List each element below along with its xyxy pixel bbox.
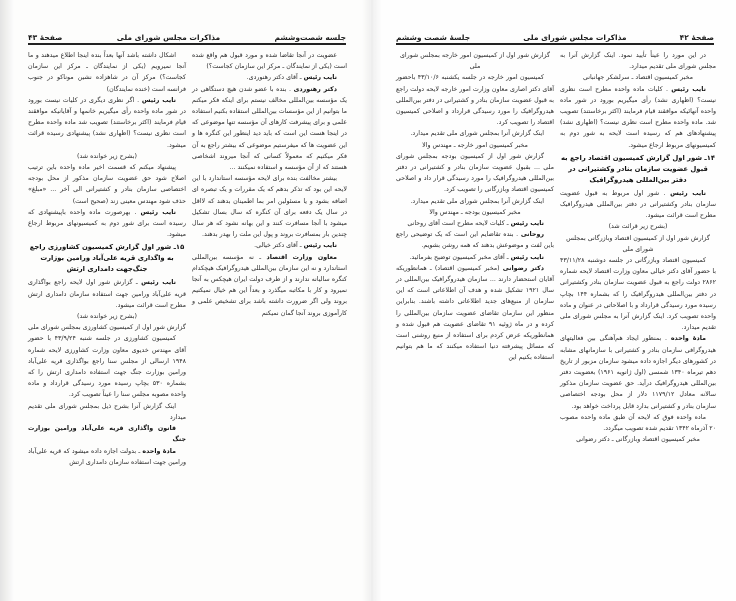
centered-note: گزارش شور اول از کمیسیون اقتصاد وبازرگانی بمجلس شورای ملی [566,234,710,253]
speaker-name: نایب رئیس [670,189,706,197]
speaker-name: روحانی [520,231,544,239]
body-paragraph: پیشنهاد میکنم که قسمت اخیر ماده واحده باین ترتیب اصلاح شود حق عضویت سازمان مذکور از محل بودجه اختصاصی سازمان بنادر و کشتیرانی الی آخر ... «مبلغ» حذف شود مهندس معینی زند (صحیح است) [28,164,186,205]
text-column-right [560,50,716,446]
speech-text: (مخبر کمیسیون اقتصاد) ـ همانطوریکه آقایان استحضار دارند ... سازمان هیدروگرافیک بین‌المللی در سال ۱۹۲۱ تشکیل شده و هدف آن اطلاعاتی است که این سازمان از منبع‌های جدید اطلاعاتی داشته باشند. بنابراین منظور این سازمان تقاضای عضویت سازمان بین‌المللی را کرده و در ماه ژوئیه ۹۱ تقاضای عضویت هم قبول شده و همانطوریکه عرض کردم برای استفاده از منبع روشنی است که مسائل پیشرفته دنیا استفاده میکنند که ما هم بتوانیم استفاده بکنیم این [396,264,555,362]
speaker-name: دکتر رهنوردی [293,85,337,93]
speaker-name: نایب رئیس [510,253,544,261]
body-paragraph: اینک گزارش آنرا بمجلس شورای ملی تقدیم میدارد. [410,197,544,205]
speech-text: ـ آقای دکتر رهنوردی. [246,74,304,82]
speech-text: . شور اول مربوط به قبول عضویت سازمان بنادر وکشتیرانی در دفتر بین‌المللی هیدروگرافیک مطرح است قرائت میشود. [560,189,716,220]
body-paragraph: گزارش شور اول از کمیسیون بودجه بمجلس شورای ملی ... بقبول عضویت سازمان بنادر و کشتیرانی در دفتر بین‌المللی هیدروگرافیک را مورد رسیدگی قرار داد و اصلاحی کمیسیون اقتصاد وبازرگانی را تصویب کرد. [396,152,554,194]
speaker-paragraph [560,333,716,411]
speaker-paragraph [396,263,554,364]
speech-text: ـ بدولت اجازه داده میشود که قریه علی‌آباد ورامین جهت استفاده سازمان دامداری ارتش [28,447,186,466]
body-paragraph: کمیسیون کشاورزی در جلسه شنبه ۴۳/۹/۲۴ با حضور آقای مهندس خدیوی معاون وزارت کشاورزی لایحه شماره ۱۹۴۸ ارسالی از مجلس سنا راجع بواگذاری قریه علی‌آباد ورامین بوزارت جنگ جهت استفاده دامداری ارتش را که بشماره ۵۳۰ بچاپ رسیده مورد رسیدگی قرارداد و ماده واحده مصوبه مجلس سنا را عیناً تصویب کرد. [28,335,186,399]
body-paragraph: عضویت در آنجا تقاضا شده و مورد قبول هم واقع شده است (یکی از نمایندگان ـ مرکز این سازمان کجاست؟) [192,52,347,71]
speaker-paragraph [28,95,186,151]
body-paragraph: اینک گزارش آنرا بمجلس شورای ملی تقدیم میدارد. [410,130,544,138]
speaker-name: نایب رئیس [141,96,177,104]
publication-title: مذاکرات مجلس شورای ملی [523,33,627,42]
speaker-paragraph [396,229,554,251]
speaker-paragraph [192,84,347,174]
page-header [396,28,714,42]
session-title: جلسهٔ شصت وششم [396,33,471,42]
body-paragraph: در این مورد را عیناً تأیید نمود. اینک گزارش آنرا به مجلس شورای ملی تقدیم میدارد. [560,52,716,71]
speaker-name: مادهٔ واحده [670,335,706,343]
page-number: صفحهٔ ۴۳ [28,33,63,42]
speaker-paragraph [192,252,347,319]
session-title: جلسه شصت‌وششم [274,33,346,42]
text-column-left [396,50,554,364]
speaker-paragraph [192,72,347,83]
speech-text: ـ آقای دکتر خیالی. [254,242,304,250]
section-heading: ۱۵ـ شور اول گزارش کمیسیون کشاورزی راجع به واگذاری قریه علی‌آباد ورامین بوزارت جنگ‌جهت دامداری ارتش [29,243,185,274]
speaker-name: نایب رئیس [671,85,706,93]
speech-text: . بنده با عضو شدن هیچ دستگاهی در یک مؤسسه بین‌المللی مخالف نیستم برای اینکه فکر میکنم ما بتوانیم از این مؤسسات بین‌المللی استفاده بکنیم استفاده علمی و برای پیشرفت کارهای آن مؤسسه تنها موضوعی که در اینجا هست این است که باید دید اینطور این کنگره ها و این عضویت ها که میفرستیم موضوعی که بیشتر راجع به آن فکر میکنیم که معمولاً کسانی که آنجا میروند اشخاصی هستند که از آن مؤسسه و استفاده نمیکنند ... [192,85,347,172]
speech-text: ـ گزارش شور اول لایحه راجع بواگذاری قریه علی‌آباد ورامین جهت استفاده سازمان دامداری ارتش مطرح است قرائت میشود. [28,279,186,309]
speaker-name: نایب رئیس [303,242,337,250]
speaker-name: مادهٔ واحده [142,447,176,455]
speaker-paragraph [28,207,186,241]
centered-note: گزارش شور اول از کمیسیون کشاورزی بمجلس شورای ملی [28,324,186,332]
centered-note: (بشرح زیر خوانده شد) [77,152,137,160]
centered-note: مخبر کمیسیون امور خارجه ـ مهندس والا [422,141,528,149]
centered-note: (بشرح زیر قرائت شد) [608,223,668,231]
speech-text: ـ آقای مخبر کمیسیون توضیح بفرمائید. [409,253,511,261]
section-heading: ۱۴ـ شور اول گزارش کمیسیون اقتصاد راجع به قبول عضویت سازمان بنادر وکشتیرانی در دفتر بین‌المللی هیدروگرافیک [560,153,716,184]
body-paragraph: کمیسیون اقتصاد وبازرگانی در جلسه دوشنبه ۴۳/۱۱/۲۸ با حضور آقای دکتر خیالی معاون وزارت اقتصاد لایحه شماره ۲۸۶۲ دولت راجع به قبول عضویت سازمان بنادر وکشتیرانی در دفتر بین‌المللی هیدروگرافیک را که بشماره ۱۴۴ بچاپ رسیده مورد رسیدگی قرارداد و با اصلاحاتی در عنوان و ماده واحده تصویب کرد. اینک گزارش آنرا به مجلس شورای ملی تقدیم میدارد. [560,257,716,332]
speaker-name: دکتر رضوانی [502,264,544,272]
publication-title: مذاکرات مجلس شورای ملی [116,33,221,42]
law-title: قانون واگذاری قریه علی‌آباد ورامین بوزارت جنگ [28,425,186,444]
centered-note: مخبر کمیسیون اقتصاد ـ سرلشکر جهانبانی [583,74,693,82]
speaker-paragraph [28,277,186,311]
speaker-paragraph [560,84,716,151]
speech-text: ـ کلیات لایحه مطرح است آقای روحانی [407,220,511,228]
body-paragraph: اینک گزارش آنرا بشرح ذیل بمجلس شورای ملی تقدیم میدارد [28,402,186,421]
speaker-paragraph [396,252,554,263]
centered-note: مخبر کمیسیون بودجه ـ مهندس والا [429,208,521,216]
page-edge-shadow [0,0,14,601]
speaker-name: معاون وزارت اقتصاد [266,253,337,261]
speech-text: . کلیات ماده واحده مطرح است نظری نیست؟ (اظهاری نشد) رأی میگیریم بورود در شور ماده واحده آنهائیکه موافقند قیام فرمایند (اکثر برخاستند) تصویب شد. ماده واحده مطرح است نظری نیست؟ (اظهاری نشد) پیشنهادهای هم که رسیده است لایحه به شور دوم به کمیسیونهای مربوط ارجاع میشود. [560,85,716,149]
speaker-name: نایب رئیس [510,220,544,228]
centered-note: (بشرح زیر خوانده شد) [77,313,137,321]
header-rule [28,43,346,45]
speaker-name: نایب رئیس [141,279,176,287]
speech-text: . بمنظور ایجاد هم‌آهنگی بین فعالیتهای هیدروگرافی سازمان بنادر و کشتیرانی با سازمانهای مشابه در کشورهای دیگر اجازه داده میشود سازمان مزبور از تاریخ دهم تیرماه ۱۳۴۰ شمسی (اول ژانویه ۱۹۶۱) بعضویت دفتر بین‌المللی هیدروگرافیک درآید. حق عضویت سازمان مذکور سالانه معادل ۱۱۷۹/۱۲ دلار از محل بودجه اختصاصی سازمان بنادر و کشتیرانی بدارد قابل پرداخت خواهد بود. [560,335,716,410]
text-column-right [192,50,347,319]
speaker-paragraph [28,446,186,468]
centered-note: مخبر کمیسیون اقتصاد وبازرگانی ـ دکتر رضوانی [576,436,700,444]
speech-text: ـ نه مؤسسه بین‌المللی استاندارد و نه این سازمان بین‌المللی هیدروگرافیک هیچکدام کنگره سالیانه ندارند و از طرف دولت ایران هیچکس به آنجا نمیرود و کار با مکاتبه میگذرد و بعداً این هم خیال نمیکنیم بروند ولی اگر ضرورت داشته باشد برای تشخیص علمی و کارآموزی بروند آنجا گمان نمیکنم [192,253,347,317]
speaker-name: نایب رئیس [140,208,176,216]
body-paragraph: اشکال داشته باشد آنها بعداً بنده اینجا اطلاع میدهند و ما آنجا نمیرویم (یکی از نمایندگان ـ مرکز این سازمان کجاست؟) مرکز آن در شاهزاده نشین موناکو در جنوب فرانسه است (خنده نمایندگان) [28,52,186,93]
page-42 [370,0,736,601]
body-paragraph: کمیسیون امور خارجه در جلسه یکشنبه ۴۳/۱۰/۶ باحضور آقای دکتر اصاری معاون وزارت امور خارجه لایحه دولت راجع به قبول عضویت سازمان بنادر و کشتیرانی در دفتر بین‌المللی هیدروگرافیک را مورد رسیدگی قرارداد و اصلاحی کمیسیون اقتصاد را تصویب کرد. [396,74,554,127]
book-gutter [362,0,382,601]
speaker-name: نایب رئیس [303,74,337,82]
centered-note: گزارش شور اول از کمیسیون امور خارجه بمجلس شورای ملی [400,52,550,71]
speech-text: . بهرصورت ماده واحده باپیشنهادی که رسیده است برای شور دوم به کمیسیونهای مربوط ارجاع میشود. [28,208,186,239]
page-header [28,28,346,42]
header-rule [396,43,714,45]
speech-text: . بنده تقاضایم این است که یک توضیحی راجع باین لفت و موضوعش بدهند که همه روشن بشویم. [396,231,554,250]
body-paragraph: بیشتر مخالفت بنده برای لایحه مؤسسه استاندارد با این لایحه این بود که تذکر بدهم که یک مقررات و یک تبصره ای اضافه بشود و یا مسئولین امر بما اطمینان بدهند که لااقل در سال یک دفعه برای آن کنگره که سال بسال تشکیل میشود با آنجا مسافرت کنند و این بهانه نشود که هر سال چندین بار بمسافرت بروند و پول این ملت را بهدر بدهند. [192,175,347,239]
page-number: صفحهٔ ۴۲ [679,33,714,42]
speaker-paragraph [192,240,347,251]
speaker-paragraph [396,218,554,229]
text-column-left [28,50,186,468]
speech-text: . اگر نظری دیگری در کلیات نیست بورود در شور ماده واحده رأی میگیریم خانمها و آقایانیکه موافقند قیام فرمایند (اکثر برخاستند) تصویب شد ماده واحده مطرح است نظری نیست؟ (اظهاری نشد) پیشنهادی رسیده قرائت میشود. [28,96,186,149]
body-paragraph: ماده واحده فوق که لایحه آن طبق ماده واحده مصوب ۲۰ آذرماه ۱۳۴۲ تقدیم شده تصویب میگردد. [560,413,716,433]
speaker-paragraph [560,188,716,222]
